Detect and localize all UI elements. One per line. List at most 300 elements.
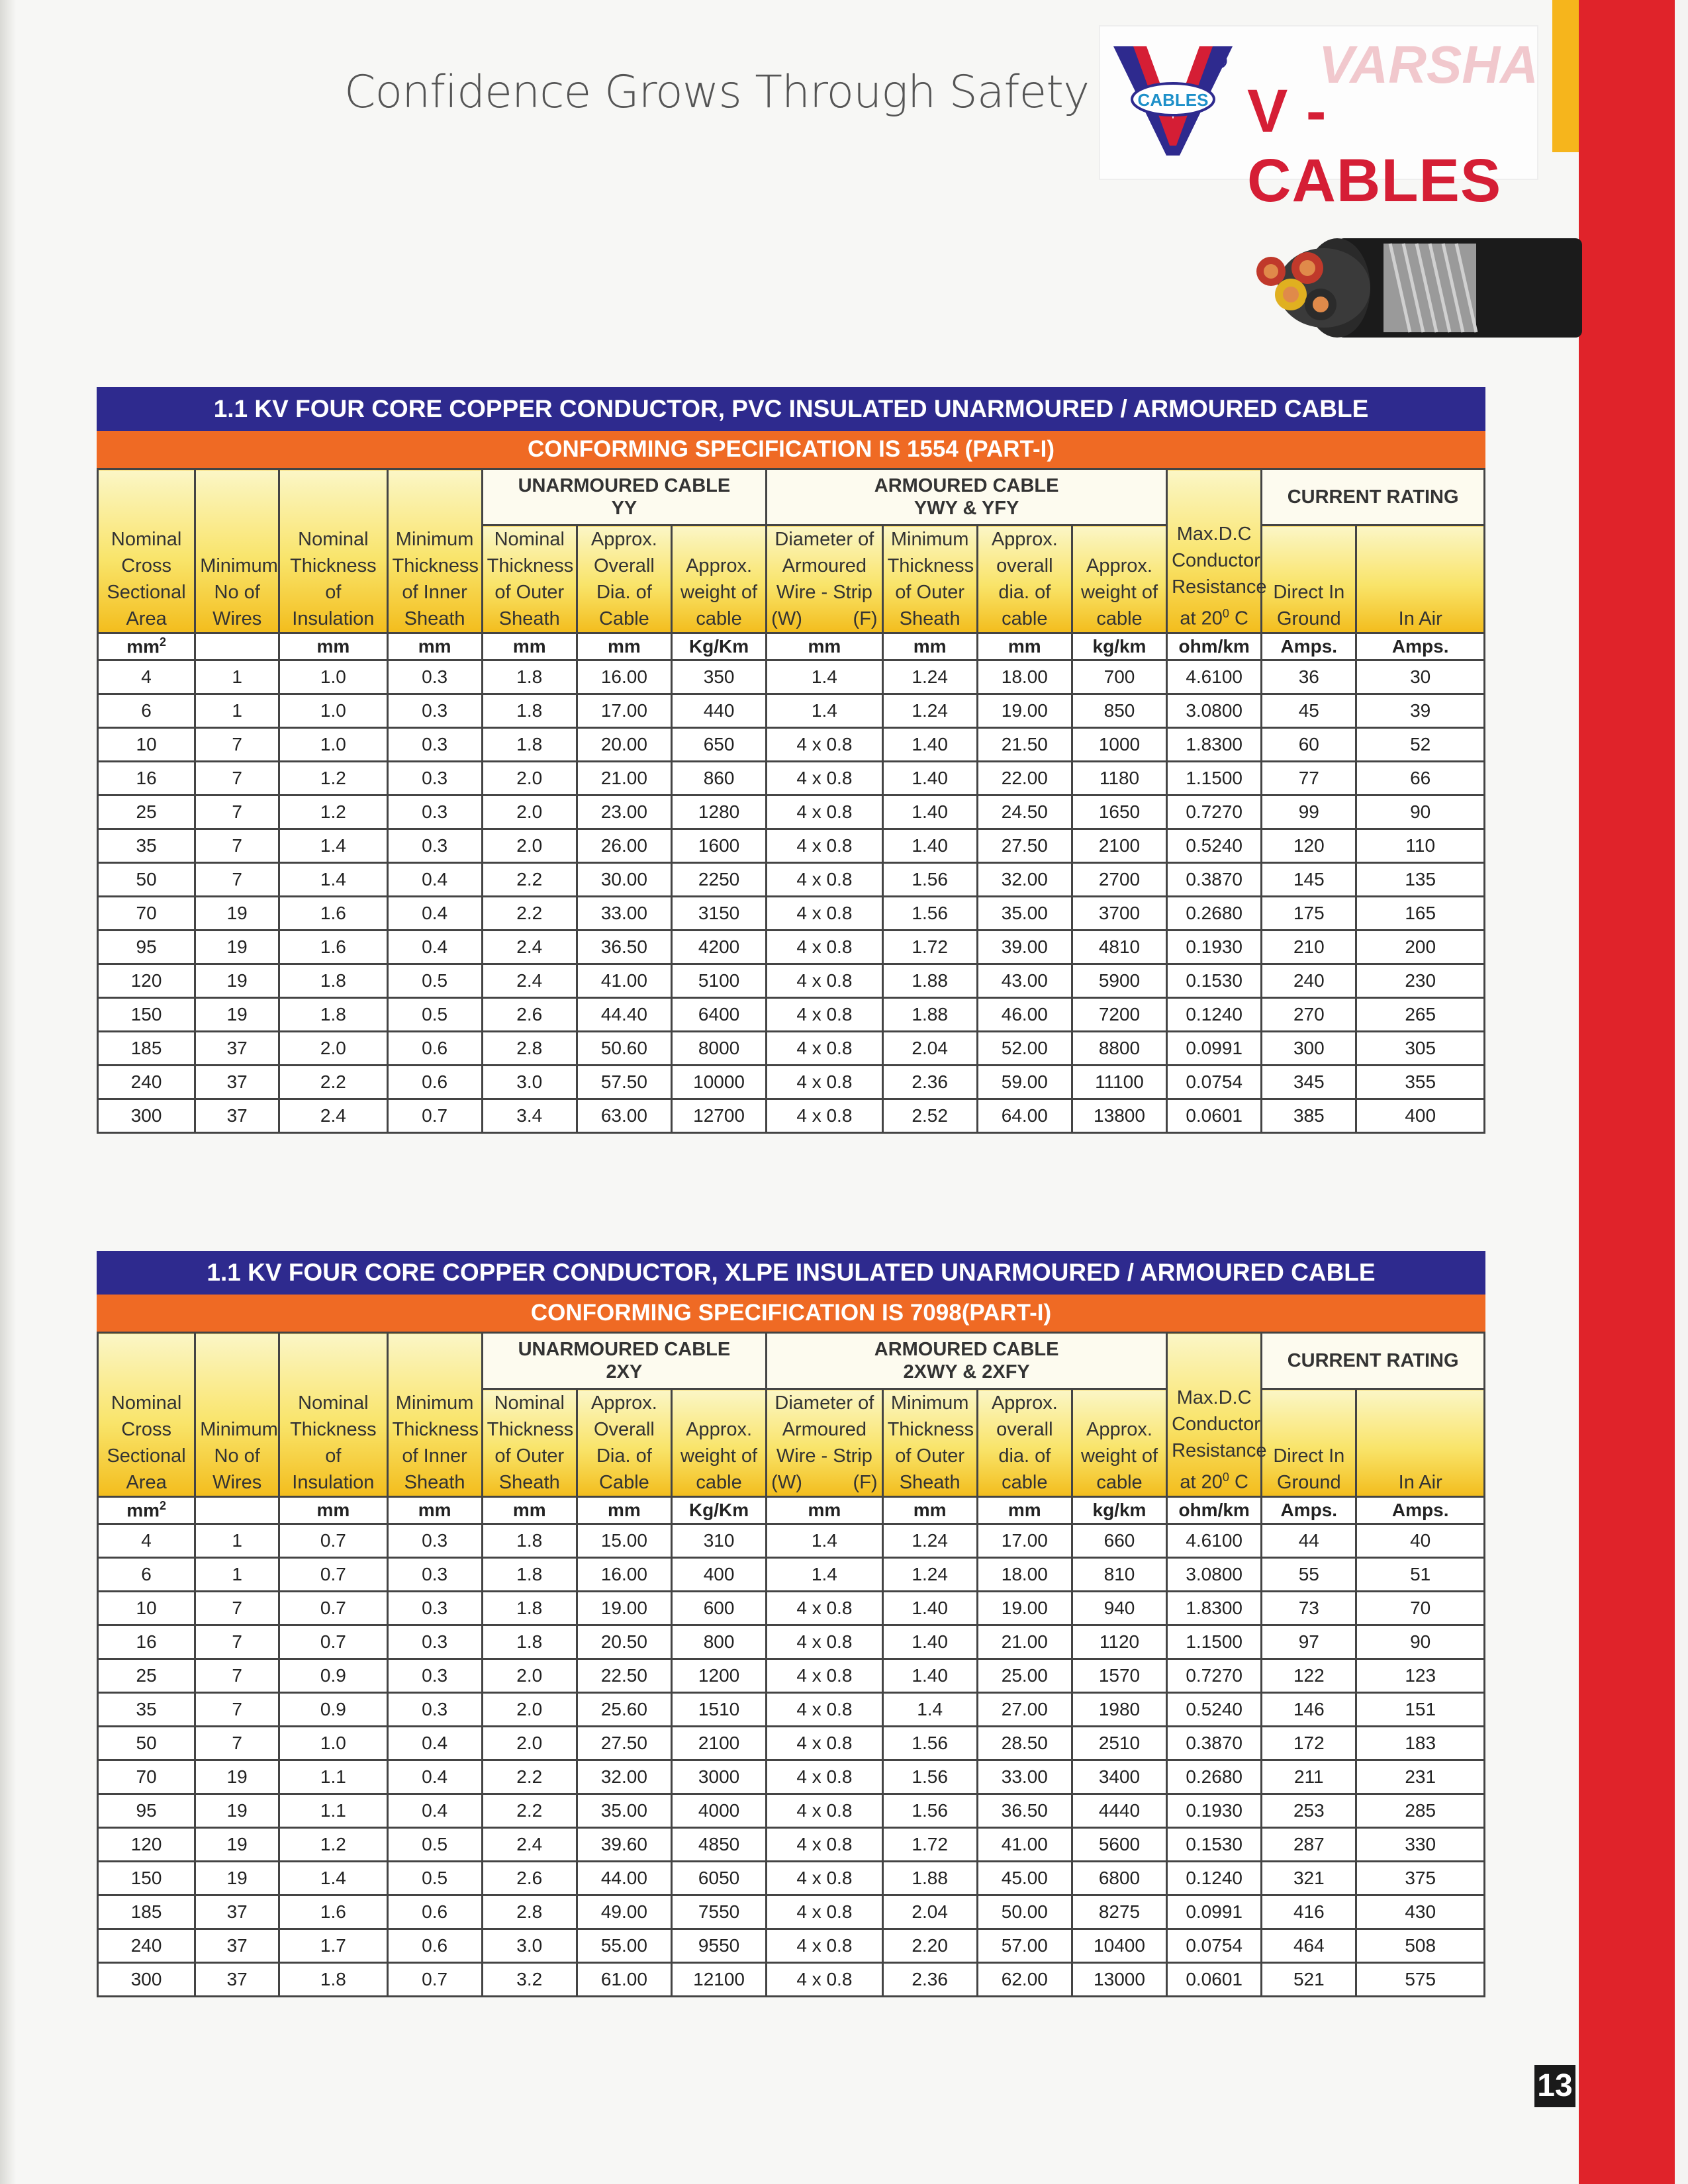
table-cell: 20.00 xyxy=(577,728,671,762)
table-cell: 3150 xyxy=(671,897,766,931)
table-cell: 4 x 0.8 xyxy=(767,998,882,1032)
table-row xyxy=(98,1828,1485,1862)
table-cell: 0.3870 xyxy=(1167,863,1262,897)
table-cell: 37 xyxy=(195,1066,279,1099)
table-cell: 77 xyxy=(1262,762,1356,796)
table-cell: 6 xyxy=(98,1558,195,1592)
table-cell: 1.2 xyxy=(279,1828,387,1862)
table-cell: 1.40 xyxy=(882,728,977,762)
table-cell: 13000 xyxy=(1072,1963,1166,1997)
table-row xyxy=(98,1099,1485,1133)
table-cell: 10400 xyxy=(1072,1929,1166,1963)
table-cell: 36.50 xyxy=(977,1794,1072,1828)
table-cell: 1 xyxy=(195,660,279,694)
table-cell: 2.0 xyxy=(482,762,577,796)
logo-badge-text: CABLES xyxy=(1137,90,1209,110)
table-cell: 1.8 xyxy=(279,964,387,998)
table-cell: 240 xyxy=(98,1066,195,1099)
table-cell: 45 xyxy=(1262,694,1356,728)
table-cell: 8800 xyxy=(1072,1032,1166,1066)
table-cell: 4 x 0.8 xyxy=(767,1625,882,1659)
header-armour-dia: Diameter of Armoured Wire - Strip (W) (F) xyxy=(767,1389,882,1497)
logo-watermark: VARSHA xyxy=(1319,35,1538,94)
table-cell: 1980 xyxy=(1072,1693,1166,1727)
table-cell: 0.7 xyxy=(279,1524,387,1558)
header-unarmoured-group: UNARMOURED CABLE 2XY xyxy=(482,1333,767,1389)
table-cell: 7 xyxy=(195,863,279,897)
table-cell: 16 xyxy=(98,762,195,796)
table-cell: 145 xyxy=(1262,863,1356,897)
table-cell: 2.0 xyxy=(482,1727,577,1760)
table-cell: 1.0 xyxy=(279,694,387,728)
table-row xyxy=(98,660,1485,694)
table-cell: 35.00 xyxy=(577,1794,671,1828)
table-cell: 7 xyxy=(195,728,279,762)
table-cell: 1 xyxy=(195,1524,279,1558)
header-in-air: In Air xyxy=(1356,1389,1485,1497)
table-cell: 1200 xyxy=(671,1659,766,1693)
table-cell: 1280 xyxy=(671,796,766,829)
table-cell: 345 xyxy=(1262,1066,1356,1099)
table-cell: 0.3 xyxy=(387,829,482,863)
header-inner-sheath: Minimum Thickness of Inner Sheath xyxy=(387,1333,482,1497)
table-cell: 1120 xyxy=(1072,1625,1166,1659)
table-cell: 1.4 xyxy=(882,1693,977,1727)
table-cell: 375 xyxy=(1356,1862,1485,1895)
table-cell: 20.50 xyxy=(577,1625,671,1659)
table-cell: 508 xyxy=(1356,1929,1485,1963)
table-cell: 51 xyxy=(1356,1558,1485,1592)
table-cell: 44.40 xyxy=(577,998,671,1032)
table-cell: 25.60 xyxy=(577,1693,671,1727)
table-cell: 1.4 xyxy=(279,863,387,897)
table-row xyxy=(98,1625,1485,1659)
table-cell: 350 xyxy=(671,660,766,694)
table-cell: 5900 xyxy=(1072,964,1166,998)
header-min-outer-sheath: Minimum Thickness of Outer Sheath xyxy=(882,525,977,633)
header-arm-weight: Approx. weight of cable xyxy=(1072,1389,1166,1497)
header-resistance: Max.D.C Conductor Resistance at $20^0$ C xyxy=(1167,1333,1262,1497)
table-cell: 35 xyxy=(98,1693,195,1727)
table-cell: 150 xyxy=(98,998,195,1032)
table-cell: 0.3 xyxy=(387,762,482,796)
table-cell: 17.00 xyxy=(577,694,671,728)
table-cell: 1.24 xyxy=(882,694,977,728)
table-cell: 4 x 0.8 xyxy=(767,1895,882,1929)
table-cell: 1.8300 xyxy=(1167,728,1262,762)
table-cell: 0.4 xyxy=(387,1794,482,1828)
table-cell: 27.50 xyxy=(977,829,1072,863)
tagline: Confidence Grows Through Safety xyxy=(344,66,1090,118)
table-cell: 44 xyxy=(1262,1524,1356,1558)
table-cell: 0.3 xyxy=(387,1524,482,1558)
table-cell: 70 xyxy=(1356,1592,1485,1625)
table-cell: 1.2 xyxy=(279,762,387,796)
header-resistance: Max.D.C Conductor Resistance at $20^0$ C xyxy=(1167,469,1262,633)
table-cell: 61.00 xyxy=(577,1963,671,1997)
table-cell: 17.00 xyxy=(977,1524,1072,1558)
table-cell: 59.00 xyxy=(977,1066,1072,1099)
table-cell: 1.72 xyxy=(882,931,977,964)
table-cell: 16 xyxy=(98,1625,195,1659)
table-cell: 0.9 xyxy=(279,1693,387,1727)
table-cell: 0.3 xyxy=(387,660,482,694)
table-cell: 22.50 xyxy=(577,1659,671,1693)
table-cell: 52.00 xyxy=(977,1032,1072,1066)
table-cell: 2.0 xyxy=(482,1693,577,1727)
table-row xyxy=(98,863,1485,897)
pvc-cable-spec-table xyxy=(97,387,1485,1134)
table-cell: 2100 xyxy=(671,1727,766,1760)
table-cell: 1.4 xyxy=(279,1862,387,1895)
table-cell: 43.00 xyxy=(977,964,1072,998)
table-cell: 0.0991 xyxy=(1167,1032,1262,1066)
table-cell: 4810 xyxy=(1072,931,1166,964)
table-cell: 185 xyxy=(98,1895,195,1929)
table-cell: 575 xyxy=(1356,1963,1485,1997)
header-armoured-group: ARMOURED CABLE YWY & YFY xyxy=(767,469,1167,525)
table-cell: 95 xyxy=(98,931,195,964)
table-cell: 1.8 xyxy=(482,694,577,728)
table-cell: 4.6100 xyxy=(1167,1524,1262,1558)
table-cell: 5100 xyxy=(671,964,766,998)
table-title: 1.1 KV FOUR CORE COPPER CONDUCTOR, PVC INSULATED UNARMOURED / ARMOURED CABLE xyxy=(97,387,1485,431)
table-cell: 4000 xyxy=(671,1794,766,1828)
table-cell: 16.00 xyxy=(577,1558,671,1592)
table-cell: 211 xyxy=(1262,1760,1356,1794)
table-cell: 110 xyxy=(1356,829,1485,863)
gold-accent-strip xyxy=(1552,0,1580,152)
units-row: $mm^2$ mm mm mm mm Kg/Km mm mm mm kg/km ohm/km Amps. Amps. xyxy=(98,1497,1485,1524)
table-cell: 0.7270 xyxy=(1167,796,1262,829)
table-cell: 1 xyxy=(195,1558,279,1592)
table-cell: 4 x 0.8 xyxy=(767,964,882,998)
table-cell: 1.56 xyxy=(882,897,977,931)
table-cell: 70 xyxy=(98,897,195,931)
table-cell: 4 x 0.8 xyxy=(767,1693,882,1727)
table-cell: 0.5 xyxy=(387,1828,482,1862)
table-cell: 2.36 xyxy=(882,1963,977,1997)
table-cell: 8275 xyxy=(1072,1895,1166,1929)
table-cell: 50.00 xyxy=(977,1895,1072,1929)
table-cell: 62.00 xyxy=(977,1963,1072,1997)
table-cell: 19 xyxy=(195,1760,279,1794)
table-cell: 30 xyxy=(1356,660,1485,694)
table-cell: 1.1500 xyxy=(1167,1625,1262,1659)
table-cell: 4 x 0.8 xyxy=(767,1066,882,1099)
table-cell: 6400 xyxy=(671,998,766,1032)
table-cell: 0.1240 xyxy=(1167,1862,1262,1895)
table-cell: 1.56 xyxy=(882,863,977,897)
table-cell: 55.00 xyxy=(577,1929,671,1963)
table-cell: 1.40 xyxy=(882,1659,977,1693)
table-cell: 1.40 xyxy=(882,1625,977,1659)
table-subtitle: CONFORMING SPECIFICATION IS 7098(PART-I) xyxy=(97,1295,1485,1332)
table-cell: 3.0800 xyxy=(1167,1558,1262,1592)
table-cell: 1.40 xyxy=(882,796,977,829)
table-cell: 5600 xyxy=(1072,1828,1166,1862)
table-cell: 860 xyxy=(671,762,766,796)
table-cell: 0.6 xyxy=(387,1929,482,1963)
table-cell: 0.3 xyxy=(387,694,482,728)
table-cell: 0.3 xyxy=(387,1659,482,1693)
table-cell: 2.2 xyxy=(482,1760,577,1794)
table-cell: 1.1 xyxy=(279,1760,387,1794)
table-cell: 2.0 xyxy=(482,829,577,863)
table-cell: 90 xyxy=(1356,796,1485,829)
table-cell: 310 xyxy=(671,1524,766,1558)
table-cell: 2.8 xyxy=(482,1895,577,1929)
table-cell: 49.00 xyxy=(577,1895,671,1929)
table-cell: 0.1530 xyxy=(1167,1828,1262,1862)
table-cell: 37 xyxy=(195,1929,279,1963)
table-cell: 95 xyxy=(98,1794,195,1828)
table-cell: 1000 xyxy=(1072,728,1166,762)
table-cell: 4 x 0.8 xyxy=(767,1099,882,1133)
header-area: Nominal Cross Sectional Area xyxy=(98,469,195,633)
table-cell: 120 xyxy=(1262,829,1356,863)
table-cell: 21.50 xyxy=(977,728,1072,762)
table-cell: 300 xyxy=(98,1099,195,1133)
table-cell: 305 xyxy=(1356,1032,1485,1066)
table-cell: 4 x 0.8 xyxy=(767,1592,882,1625)
table-cell: 35 xyxy=(98,829,195,863)
table-cell: 0.2680 xyxy=(1167,1760,1262,1794)
table-cell: 0.1530 xyxy=(1167,964,1262,998)
table-cell: 810 xyxy=(1072,1558,1166,1592)
table-cell: 40 xyxy=(1356,1524,1485,1558)
table-cell: 32.00 xyxy=(577,1760,671,1794)
table-cell: 400 xyxy=(671,1558,766,1592)
table-cell: 7200 xyxy=(1072,998,1166,1032)
table-row xyxy=(98,964,1485,998)
table-cell: 46.00 xyxy=(977,998,1072,1032)
spec-table xyxy=(97,1332,1485,1997)
v-logo-mark-icon xyxy=(1107,40,1239,159)
table-cell: 4 x 0.8 xyxy=(767,1828,882,1862)
table-cell: 27.50 xyxy=(577,1727,671,1760)
table-cell: 285 xyxy=(1356,1794,1485,1828)
table-cell: 183 xyxy=(1356,1727,1485,1760)
table-title: 1.1 KV FOUR CORE COPPER CONDUCTOR, XLPE INSULATED UNARMOURED / ARMOURED CABLE xyxy=(97,1251,1485,1295)
table-cell: 0.6 xyxy=(387,1032,482,1066)
table-cell: 0.0754 xyxy=(1167,1929,1262,1963)
table-cell: 135 xyxy=(1356,863,1485,897)
table-cell: 1.6 xyxy=(279,1895,387,1929)
table-cell: 19 xyxy=(195,1862,279,1895)
table-cell: 1.40 xyxy=(882,829,977,863)
table-row xyxy=(98,1760,1485,1794)
table-cell: 19 xyxy=(195,897,279,931)
table-cell: 39 xyxy=(1356,694,1485,728)
table-cell: 4 x 0.8 xyxy=(767,863,882,897)
table-cell: 21.00 xyxy=(577,762,671,796)
table-cell: 12700 xyxy=(671,1099,766,1133)
table-cell: 1600 xyxy=(671,829,766,863)
table-cell: 1.8 xyxy=(482,1558,577,1592)
table-cell: 240 xyxy=(1262,964,1356,998)
table-cell: 200 xyxy=(1356,931,1485,964)
table-cell: 4 x 0.8 xyxy=(767,1929,882,1963)
table-cell: 1.1500 xyxy=(1167,762,1262,796)
table-row xyxy=(98,1066,1485,1099)
table-cell: 99 xyxy=(1262,796,1356,829)
table-cell: 2.0 xyxy=(482,1659,577,1693)
table-cell: 16.00 xyxy=(577,660,671,694)
table-cell: 1.1 xyxy=(279,1794,387,1828)
table-row xyxy=(98,931,1485,964)
table-cell: 6800 xyxy=(1072,1862,1166,1895)
table-cell: 2510 xyxy=(1072,1727,1166,1760)
table-cell: 2.20 xyxy=(882,1929,977,1963)
table-cell: 60 xyxy=(1262,728,1356,762)
table-cell: 0.7270 xyxy=(1167,1659,1262,1693)
table-cell: 4 x 0.8 xyxy=(767,1727,882,1760)
table-cell: 30.00 xyxy=(577,863,671,897)
table-cell: 3.0800 xyxy=(1167,694,1262,728)
table-row xyxy=(98,1862,1485,1895)
header-weight: Approx. weight of cable xyxy=(671,525,766,633)
table-cell: 300 xyxy=(98,1963,195,1997)
header-insulation: Nominal Thickness of Insulation xyxy=(279,469,387,633)
table-cell: 3.0 xyxy=(482,1066,577,1099)
table-cell: 650 xyxy=(671,728,766,762)
table-row xyxy=(98,1558,1485,1592)
table-cell: 1.8 xyxy=(482,1592,577,1625)
table-cell: 37 xyxy=(195,1895,279,1929)
table-cell: 0.6 xyxy=(387,1895,482,1929)
table-cell: 2.6 xyxy=(482,998,577,1032)
table-cell: 19 xyxy=(195,964,279,998)
table-cell: 1.24 xyxy=(882,660,977,694)
table-cell: 4 x 0.8 xyxy=(767,762,882,796)
spec-table xyxy=(97,468,1485,1134)
table-cell: 0.4 xyxy=(387,1760,482,1794)
table-row xyxy=(98,1794,1485,1828)
table-cell: 7 xyxy=(195,1625,279,1659)
table-row xyxy=(98,1659,1485,1693)
table-cell: 44.00 xyxy=(577,1862,671,1895)
table-cell: 185 xyxy=(98,1032,195,1066)
table-cell: 3700 xyxy=(1072,897,1166,931)
table-cell: 2.04 xyxy=(882,1032,977,1066)
header-overall-dia: Approx. Overall Dia. of Cable xyxy=(577,525,671,633)
table-cell: 97 xyxy=(1262,1625,1356,1659)
table-cell: 50.60 xyxy=(577,1032,671,1066)
table-cell: 940 xyxy=(1072,1592,1166,1625)
table-cell: 4 x 0.8 xyxy=(767,1032,882,1066)
table-cell: 19.00 xyxy=(977,1592,1072,1625)
table-cell: 4 x 0.8 xyxy=(767,897,882,931)
table-cell: 2.0 xyxy=(279,1032,387,1066)
table-cell: 0.7 xyxy=(387,1963,482,1997)
header-armour-dia: Diameter of Armoured Wire - Strip (W) (F) xyxy=(767,525,882,633)
table-cell: 24.50 xyxy=(977,796,1072,829)
table-row xyxy=(98,728,1485,762)
table-cell: 1.40 xyxy=(882,1592,977,1625)
table-cell: 19.00 xyxy=(977,694,1072,728)
table-cell: 1.2 xyxy=(279,796,387,829)
table-cell: 2.2 xyxy=(482,1794,577,1828)
table-cell: 21.00 xyxy=(977,1625,1072,1659)
table-cell: 36.50 xyxy=(577,931,671,964)
table-cell: 0.5 xyxy=(387,998,482,1032)
table-cell: 39.60 xyxy=(577,1828,671,1862)
table-cell: 210 xyxy=(1262,931,1356,964)
table-cell: 19.00 xyxy=(577,1592,671,1625)
table-cell: 25.00 xyxy=(977,1659,1072,1693)
table-cell: 4440 xyxy=(1072,1794,1166,1828)
table-cell: 50 xyxy=(98,1727,195,1760)
table-row xyxy=(98,1727,1485,1760)
table-cell: 26.00 xyxy=(577,829,671,863)
table-cell: 1.8 xyxy=(482,660,577,694)
table-cell: 1.4 xyxy=(767,660,882,694)
table-cell: 321 xyxy=(1262,1862,1356,1895)
header-in-air: In Air xyxy=(1356,525,1485,633)
table-row xyxy=(98,694,1485,728)
table-cell: 0.3 xyxy=(387,1693,482,1727)
table-cell: 1.88 xyxy=(882,964,977,998)
cable-cross-section-image xyxy=(1251,232,1582,344)
table-cell: 4.6100 xyxy=(1167,660,1262,694)
table-cell: 150 xyxy=(98,1862,195,1895)
header-direct-ground: Direct In Ground xyxy=(1262,525,1356,633)
table-cell: 3.2 xyxy=(482,1963,577,1997)
table-cell: 7 xyxy=(195,1592,279,1625)
table-cell: 1.4 xyxy=(767,1524,882,1558)
table-cell: 1650 xyxy=(1072,796,1166,829)
table-cell: 0.0754 xyxy=(1167,1066,1262,1099)
table-cell: 0.4 xyxy=(387,1727,482,1760)
table-cell: 0.5240 xyxy=(1167,1693,1262,1727)
table-cell: 0.3870 xyxy=(1167,1727,1262,1760)
table-cell: 0.9 xyxy=(279,1659,387,1693)
table-cell: 0.5240 xyxy=(1167,829,1262,863)
table-cell: 41.00 xyxy=(577,964,671,998)
table-cell: 2.0 xyxy=(482,796,577,829)
table-cell: 120 xyxy=(98,1828,195,1862)
table-cell: 13800 xyxy=(1072,1099,1166,1133)
header-arm-overall-dia: Approx. overall dia. of cable xyxy=(977,525,1072,633)
table-cell: 4 x 0.8 xyxy=(767,728,882,762)
table-cell: 0.3 xyxy=(387,796,482,829)
table-cell: 0.4 xyxy=(387,863,482,897)
table-cell: 231 xyxy=(1356,1760,1485,1794)
table-cell: 2.8 xyxy=(482,1032,577,1066)
table-cell: 2.4 xyxy=(482,964,577,998)
table-cell: 15.00 xyxy=(577,1524,671,1558)
table-cell: 1.8 xyxy=(482,728,577,762)
table-cell: 0.5 xyxy=(387,964,482,998)
brand-logo xyxy=(1099,25,1538,214)
table-cell: 4 x 0.8 xyxy=(767,931,882,964)
table-cell: 123 xyxy=(1356,1659,1485,1693)
table-cell: 23.00 xyxy=(577,796,671,829)
table-cell: 1.7 xyxy=(279,1929,387,1963)
header-current-rating: CURRENT RATING xyxy=(1262,469,1485,525)
table-row xyxy=(98,829,1485,863)
table-cell: 660 xyxy=(1072,1524,1166,1558)
page-left-shadow xyxy=(0,0,16,2184)
xlpe-cable-spec-table xyxy=(97,1251,1485,1997)
table-row xyxy=(98,1592,1485,1625)
table-cell: 0.5 xyxy=(387,1862,482,1895)
table-row xyxy=(98,1524,1485,1558)
table-cell: 9550 xyxy=(671,1929,766,1963)
table-cell: 0.7 xyxy=(279,1625,387,1659)
table-cell: 1.8 xyxy=(279,1963,387,1997)
